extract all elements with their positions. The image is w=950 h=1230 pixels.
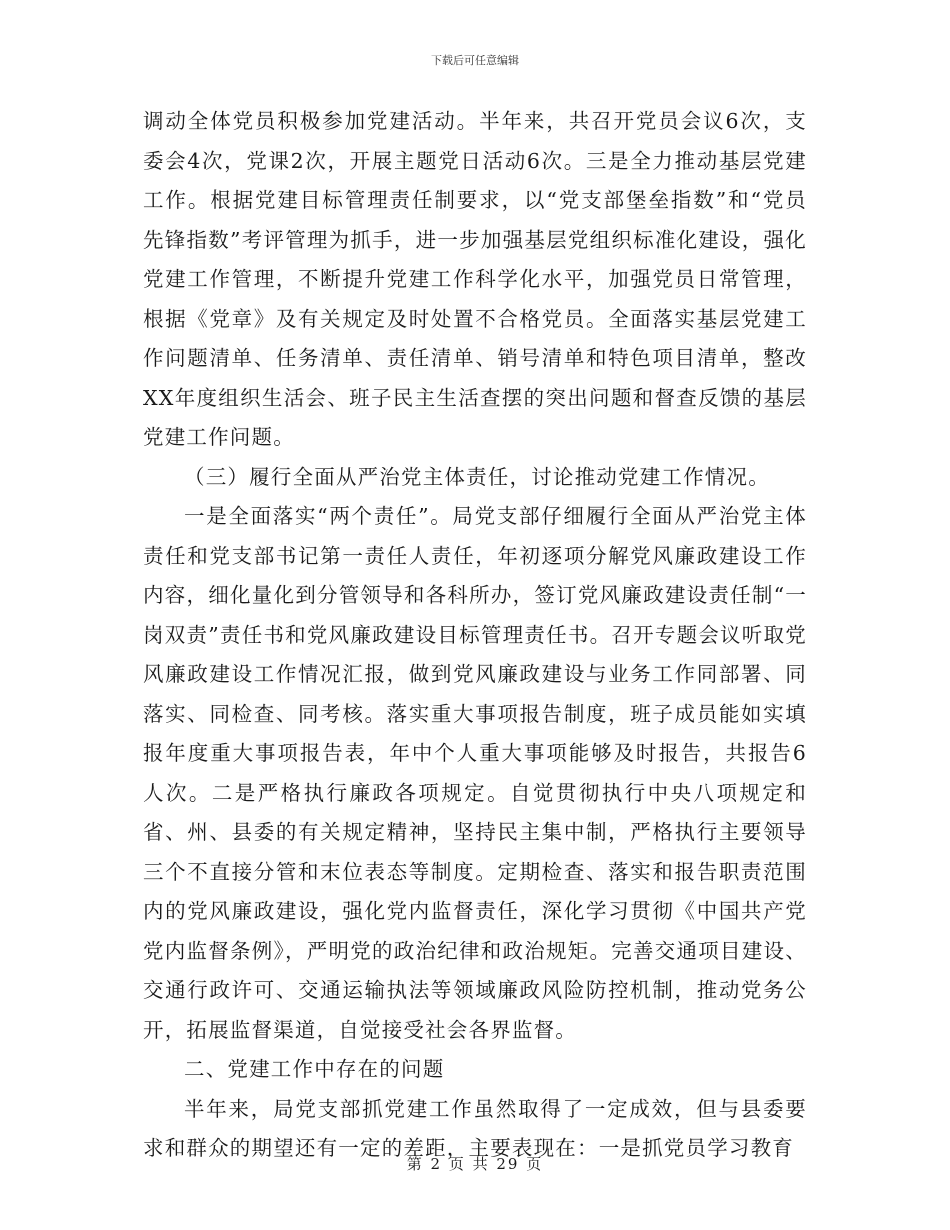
section-heading-3: （三）履行全面从严治党主体责任，讨论推动党建工作情况。: [184, 464, 770, 489]
section-heading-problems: 二、党建工作中存在的问题: [184, 1057, 445, 1081]
page-number-footer: 第 2 页 共 29 页: [406, 1155, 544, 1173]
body-paragraph-3: 半年来，局党支部抓党建工作虽然取得了一定成效，但与县委要求和群众的期望还有一定的差距，主要表现在：一是抓党员学习教育: [143, 1096, 807, 1160]
body-paragraph-2: 一是全面落实“两个责任”。局党支部仔细履行全面从严治党主体责任和党支部书记第一责任人责任，年初逐项分解党风廉政建设工作内容，细化量化到分管领导和各科所办，签订党风廉政建设责任制“一岗双责”责任书和党风廉政建设目标管理责任书。召开专题会议听取党风廉政建设工作情况汇报，做到党风廉政建设与业务工作同部署、同落实、同检查、同考核。落实重大事项报告制度，班子成员能如实填报年度重大事项报告表，年中个人重大事项能够及时报告，共报告6人次。二是严格执行廉政各项规定。自觉贯彻执行中央八项规定和省、州、县委的有关规定精神，坚持民主集中制，严格执行主要领导三个不直接分管和末位表态等制度。定期检查、落实和报告职责范围内的党风廉政建设，强化党内监督责任，深化学习贯彻《中国共产党党内监督条例》，严明党的政治纪律和政治规矩。完善交通项目建设、交通行政许可、交通运输执法等领域廉政风险防控机制，推动党务公开，拓展监督渠道，自觉接受社会各界监督。: [143, 504, 807, 1042]
document-body: [143, 102, 807, 1169]
header-note: 下载后可任意编辑: [431, 54, 519, 67]
body-paragraph-1: 调动全体党员积极参加党建活动。半年来，共召开党员会议6次，支委会4次，党课2次，开展主题党日活动6次。三是全力推动基层党建工作。根据党建目标管理责任制要求，以“党支部堡垒指数”和“党员先锋指数”考评管理为抓手，进一步加强基层党组织标准化建设，强化党建工作管理，不断提升党建工作科学化水平，加强党员日常管理，根据《党章》及有关规定及时处置不合格党员。全面落实基层党建工作问题清单、任务清单、责任清单、销号清单和特色项目清单，整改XX年度组织生活会、班子民主生活查摆的突出问题和督查反馈的基层党建工作问题。: [143, 109, 807, 449]
